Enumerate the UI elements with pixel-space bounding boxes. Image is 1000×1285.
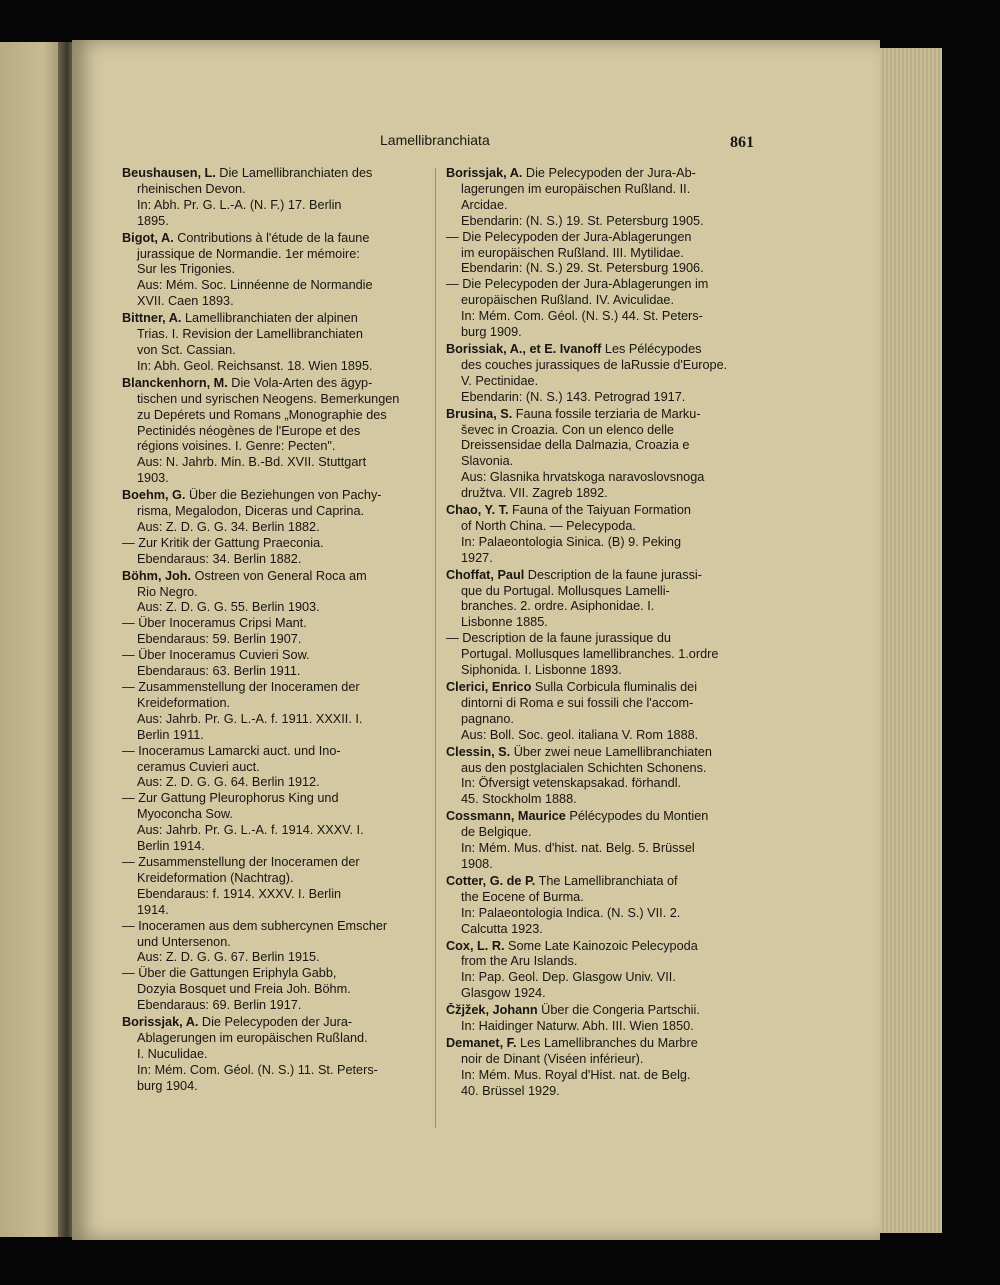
entry-line [446, 986, 746, 1002]
entry-text: Ebendaraus: f. 1914. XXXV. I. Berlin [137, 886, 342, 901]
entry-text: Contributions à l'étude de la faune [173, 230, 370, 245]
entry-text: rheinischen Devon. [137, 181, 246, 196]
entry-text: ševec in Croazia. Con un elenco delle [461, 422, 674, 437]
entry-text: Les Lamellibranches du Marbre [516, 1035, 698, 1050]
entry-text: Ebendarin: (N. S.) 29. St. Petersburg 1906. [461, 261, 704, 276]
bibliography-entry [122, 488, 430, 568]
entry-line [122, 696, 430, 712]
entry-line [446, 358, 746, 374]
entry-line [446, 890, 746, 906]
entry-text: von Sct. Cassian. [137, 342, 236, 357]
entry-text: Trias. I. Revision der Lamellibranchiaten [137, 327, 363, 342]
entry-text: ceramus Cuvieri auct. [137, 759, 260, 774]
entry-line [446, 407, 746, 423]
entry-text: Fauna of the Taiyuan Formation [508, 503, 691, 518]
entry-text: V. Pectinidae. [461, 373, 539, 388]
entry-line [446, 1019, 746, 1035]
entry-text: Ebendaraus: 34. Berlin 1882. [137, 551, 302, 566]
entry-text: — Über Inoceramus Cripsi Mant. [122, 616, 307, 631]
entry-text: Calcutta 1923. [461, 921, 543, 936]
entry-text: Slavonia. [461, 454, 514, 469]
entry-line [446, 374, 746, 390]
author-name: Boehm, G. [122, 488, 186, 503]
bibliography-entry [122, 569, 430, 1014]
entry-line [446, 631, 746, 647]
entry-line [122, 1079, 430, 1095]
entry-text: Dreissensidae della Dalmazia, Croazia e [461, 438, 690, 453]
entry-line [446, 745, 746, 761]
entry-text: de Belgique. [461, 825, 532, 840]
entry-line [122, 294, 430, 310]
entry-line [446, 568, 746, 584]
author-name: Brusina, S. [446, 406, 513, 421]
entry-line [122, 950, 430, 966]
author-name: Blanckenhorn, M. [122, 375, 228, 390]
entry-line [122, 744, 430, 760]
entry-line [122, 376, 430, 392]
entry-text: XVII. Caen 1893. [137, 294, 234, 309]
entry-text: europäischen Rußland. IV. Aviculidae. [461, 293, 675, 308]
entry-text: — Zur Gattung Pleurophorus King und [122, 791, 339, 806]
entry-text: of North China. — Pelecypoda. [461, 518, 636, 533]
entry-text: In: Abh. Pr. G. L.-A. (N. F.) 17. Berlin [137, 197, 342, 212]
entry-line [122, 775, 430, 791]
entry-text: Aus: Jahrb. Pr. G. L.-A. f. 1914. XXXV. I. [137, 823, 364, 838]
entry-line [446, 535, 746, 551]
entry-text: from the Aru Islands. [461, 954, 578, 969]
entry-text: Die Pelecypoden der Jura-Ab- [522, 166, 696, 180]
entry-text: lagerungen im europäischen Rußland. II. [461, 181, 691, 196]
entry-text: burg 1909. [461, 325, 522, 340]
entry-line [122, 520, 430, 536]
entry-text: družtva. VII. Zagreb 1892. [461, 486, 608, 501]
entry-line [446, 390, 746, 406]
entry-text: Rio Negro. [137, 584, 198, 599]
entry-line [122, 919, 430, 935]
entry-text: Siphonida. I. Lisbonne 1893. [461, 663, 622, 678]
entry-text: Ostreen von General Roca am [191, 568, 367, 583]
entry-text: — Inoceramus Lamarcki auct. und Ino- [122, 743, 341, 758]
running-head: Lamellibranchiata [380, 132, 490, 148]
bibliography-entry [446, 166, 746, 341]
bibliography-entry [446, 745, 746, 809]
entry-line [122, 231, 430, 247]
bibliography-entry [446, 568, 746, 679]
entry-text: 1908. [461, 856, 493, 871]
author-name: Demanet, F. [446, 1035, 517, 1050]
page-header [72, 132, 880, 156]
entry-text: In: Mém. Com. Géol. (N. S.) 11. St. Peters- [137, 1062, 378, 1077]
entry-text: Some Late Kainozoic Pelecypoda [504, 938, 698, 953]
entry-line [446, 198, 746, 214]
entry-line [122, 1047, 430, 1063]
entry-line [122, 791, 430, 807]
author-name: Cossmann, Maurice [446, 809, 566, 824]
entry-line [122, 569, 430, 585]
entry-line [122, 728, 430, 744]
author-name: Cotter, G. de P. [446, 873, 536, 888]
entry-line [446, 230, 746, 246]
entry-text: Portugal. Mollusques lamellibranches. 1.ordre [461, 647, 719, 662]
entry-text: Über zwei neue Lamellibranchiaten [510, 744, 712, 759]
entry-line [122, 247, 430, 263]
entry-line [122, 616, 430, 632]
entry-line [122, 648, 430, 664]
entry-line [122, 903, 430, 919]
entry-text: — Inoceramen aus dem subhercynen Emscher [122, 918, 388, 933]
entry-line [446, 1084, 746, 1100]
entry-line [446, 1068, 746, 1084]
entry-line [122, 966, 430, 982]
entry-text: In: Haidinger Naturw. Abh. III. Wien 1850. [461, 1019, 694, 1034]
entry-text: tischen und syrischen Neogens. Bemerkungen [137, 391, 400, 406]
bibliography-entry [446, 407, 746, 502]
entry-text: Aus: Z. D. G. G. 67. Berlin 1915. [137, 950, 320, 965]
entry-text: Aus: Z. D. G. G. 64. Berlin 1912. [137, 775, 320, 790]
entry-text: Die Pelecypoden der Jura- [198, 1015, 353, 1030]
entry-line [122, 424, 430, 440]
entry-line [446, 841, 746, 857]
entry-text: Ablagerungen im europäischen Rußland. [137, 1030, 368, 1045]
entry-text: — Description de la faune jurassique du [446, 631, 671, 646]
entry-line [122, 408, 430, 424]
entry-line [446, 761, 746, 777]
entry-text: In: Mém. Mus. d'hist. nat. Belg. 5. Brüssel [461, 841, 695, 856]
entry-text: burg 1904. [137, 1078, 198, 1093]
entry-line [122, 488, 430, 504]
entry-text: que du Portugal. Mollusques Lamelli- [461, 583, 670, 598]
entry-text: im europäischen Rußland. III. Mytilidae. [461, 245, 684, 260]
bibliography-entry [446, 503, 746, 567]
entry-line [446, 939, 746, 955]
entry-text: 1927. [461, 550, 493, 565]
entry-text: — Über Inoceramus Cuvieri Sow. [122, 648, 310, 663]
entry-line [122, 182, 430, 198]
bibliography-entry [446, 809, 746, 873]
entry-text: Pectinidés néogènes de l'Europe et des [137, 423, 361, 438]
entry-line [446, 277, 746, 293]
entry-text: Pélécypodes du Montien [565, 809, 709, 824]
right-column [446, 166, 746, 1101]
entry-text: Sulla Corbicula fluminalis dei [531, 680, 698, 694]
author-name: Chao, Y. T. [446, 503, 509, 518]
entry-text: Kreideformation (Nachtrag). [137, 870, 294, 885]
entry-line [446, 519, 746, 535]
entry-line [122, 536, 430, 552]
author-name: Böhm, Joh. [122, 568, 192, 583]
entry-text: pagnano. [461, 711, 514, 726]
author-name: Borissjak, A. [122, 1015, 199, 1030]
entry-line [122, 982, 430, 998]
entry-line [122, 807, 430, 823]
entry-line [122, 998, 430, 1014]
entry-line [122, 327, 430, 343]
entry-text: Aus: Mém. Soc. Linnéenne de Normandie [137, 278, 373, 293]
bibliography-entry [446, 1003, 746, 1035]
entry-text: I. Nuculidae. [137, 1046, 208, 1061]
entry-text: jurassique de Normandie. 1er mémoire: [137, 246, 360, 261]
entry-text: — Die Pelecypoden der Jura-Ablagerungen [446, 229, 692, 244]
entry-line [446, 906, 746, 922]
entry-text: des couches jurassiques de laRussie d'Europe. [461, 357, 728, 372]
entry-line [122, 855, 430, 871]
entry-text: 1895. [137, 213, 169, 228]
bibliography-entry [122, 1015, 430, 1095]
entry-line [446, 696, 746, 712]
entry-text: Ebendaraus: 69. Berlin 1917. [137, 998, 302, 1013]
entry-text: Aus: N. Jahrb. Min. B.-Bd. XVII. Stuttgart [137, 455, 367, 470]
entry-line [122, 585, 430, 601]
author-name: Borissiak, A., et E. Ivanoff [446, 341, 602, 356]
entry-text: In: Pap. Geol. Dep. Glasgow Univ. VII. [461, 970, 676, 985]
entry-text: noir de Dinant (Viséen inférieur). [461, 1051, 644, 1066]
entry-line [446, 874, 746, 890]
page-block-edges [872, 48, 942, 1233]
entry-text: Aus: Jahrb. Pr. G. L.-A. f. 1911. XXXII. I. [137, 711, 363, 726]
entry-text: The Lamellibranchiata of [535, 873, 678, 888]
entry-line [446, 712, 746, 728]
entry-line [446, 809, 746, 825]
entry-line [122, 311, 430, 327]
author-name: Clerici, Enrico [446, 680, 532, 694]
entry-text: aus den postglacialen Schichten Schonens. [461, 760, 707, 775]
entry-text: Aus: Z. D. G. G. 34. Berlin 1882. [137, 519, 320, 534]
bibliography-entry [446, 874, 746, 938]
entry-text: Ebendaraus: 59. Berlin 1907. [137, 632, 302, 647]
entry-line [446, 857, 746, 873]
entry-text: Description de la faune jurassi- [524, 567, 702, 582]
entry-text: Myoconcha Sow. [137, 807, 233, 822]
entry-text: Aus: Glasnika hrvatskoga naravoslovsnoga [461, 470, 705, 485]
entry-line [446, 728, 746, 744]
entry-line [446, 182, 746, 198]
entry-line [446, 309, 746, 325]
bibliography-entry [122, 311, 430, 375]
entry-text: In: Öfversigt vetenskapsakad. förhandl. [461, 776, 682, 791]
entry-text: Sur les Trigonies. [137, 262, 236, 277]
entry-text: In: Palaeontologia Sinica. (B) 9. Peking [461, 534, 682, 549]
entry-text: régions voisines. I. Genre: Pecten". [137, 439, 336, 454]
bibliography-entry [446, 939, 746, 1003]
entry-line [446, 325, 746, 341]
entry-line [122, 471, 430, 487]
entry-text: 45. Stockholm 1888. [461, 792, 577, 807]
entry-text: dintorni di Roma e sui fossili che l'accom- [461, 695, 694, 710]
entry-line [446, 503, 746, 519]
author-name: Bigot, A. [122, 230, 174, 245]
entry-text: — Über die Gattungen Eriphyla Gabb, [122, 966, 337, 981]
entry-text: Aus: Z. D. G. G. 55. Berlin 1903. [137, 600, 320, 615]
bibliography-entry [122, 166, 430, 230]
entry-text: — Die Pelecypoden der Jura-Ablagerungen im [446, 277, 709, 292]
entry-line [122, 871, 430, 887]
entry-text: Aus: Boll. Soc. geol. italiana V. Rom 1888. [461, 727, 699, 742]
entry-line [122, 343, 430, 359]
author-name: Bittner, A. [122, 311, 182, 326]
entry-line [122, 935, 430, 951]
entry-text: Arcidae. [461, 197, 508, 212]
entry-line [122, 680, 430, 696]
bibliography-entry [122, 231, 430, 311]
entry-line [446, 438, 746, 454]
entry-line [446, 423, 746, 439]
entry-line [446, 663, 746, 679]
entry-text: In: Abh. Geol. Reichsanst. 18. Wien 1895. [137, 358, 373, 373]
entry-line [122, 166, 430, 182]
entry-line [122, 664, 430, 680]
entry-line [122, 278, 430, 294]
entry-line [446, 776, 746, 792]
entry-text: Über die Beziehungen von Pachy- [185, 488, 382, 503]
entry-text: 40. Brüssel 1929. [461, 1083, 560, 1098]
entry-line [122, 504, 430, 520]
entry-line [122, 823, 430, 839]
entry-text: und Untersenon. [137, 934, 231, 949]
entry-text: — Zusammenstellung der Inoceramen der [122, 680, 360, 694]
left-column [122, 166, 430, 1096]
entry-line [446, 261, 746, 277]
entry-text: In: Mém. Mus. Royal d'Hist. nat. de Belg. [461, 1067, 691, 1082]
author-name: Clessin, S. [446, 744, 511, 759]
entry-line [446, 599, 746, 615]
entry-line [122, 1015, 430, 1031]
entry-text: In: Palaeontologia Indica. (N. S.) VII. 2. [461, 905, 681, 920]
entry-text: Fauna fossile terziaria de Marku- [512, 406, 701, 421]
entry-line [446, 470, 746, 486]
entry-line [122, 262, 430, 278]
book-page [72, 40, 880, 1240]
column-divider [435, 168, 436, 1128]
entry-line [446, 166, 746, 182]
entry-text: 1903. [137, 471, 169, 486]
entry-line [122, 632, 430, 648]
entry-line [446, 584, 746, 600]
entry-text: risma, Megalodon, Diceras und Caprina. [137, 504, 365, 519]
entry-line [446, 825, 746, 841]
bibliography-entry [446, 1036, 746, 1100]
entry-line [122, 455, 430, 471]
author-name: Cox, L. R. [446, 938, 505, 953]
entry-line [122, 712, 430, 728]
entry-text: branches. 2. ordre. Asiphonidae. I. [461, 599, 655, 614]
entry-line [446, 246, 746, 262]
entry-text: Berlin 1914. [137, 839, 205, 854]
entry-text: zu Depérets und Romans „Monographie des [137, 407, 387, 422]
entry-line [446, 1036, 746, 1052]
entry-line [122, 887, 430, 903]
entry-line [446, 551, 746, 567]
entry-line [446, 792, 746, 808]
entry-text: — Zur Kritik der Gattung Praeconia. [122, 535, 324, 550]
entry-text: Lamellibranchiaten der alpinen [181, 311, 358, 326]
entry-text: 1914. [137, 902, 169, 917]
entry-line [446, 680, 746, 696]
entry-line [446, 454, 746, 470]
entry-line [446, 970, 746, 986]
entry-text: Ebendaraus: 63. Berlin 1911. [137, 664, 301, 679]
page-number: 861 [730, 134, 754, 151]
entry-line [122, 392, 430, 408]
entry-text: Dozyia Bosquet und Freia Joh. Böhm. [137, 982, 351, 997]
entry-text: Les Pélécypodes [601, 341, 702, 356]
author-name: Čžjžek, Johann [446, 1003, 538, 1018]
entry-line [122, 600, 430, 616]
entry-text: Berlin 1911. [137, 727, 204, 742]
bibliography-entry [122, 376, 430, 487]
entry-line [446, 342, 746, 358]
entry-line [446, 486, 746, 502]
entry-text: Lisbonne 1885. [461, 615, 548, 630]
entry-line [122, 839, 430, 855]
entry-line [446, 954, 746, 970]
bibliography-entry [446, 342, 746, 406]
entry-line [122, 552, 430, 568]
entry-line [446, 214, 746, 230]
entry-text: Die Vola-Arten des ägyp- [227, 375, 373, 390]
entry-line [446, 1003, 746, 1019]
entry-line [122, 214, 430, 230]
entry-text: Kreideformation. [137, 695, 231, 710]
entry-text: the Eocene of Burma. [461, 889, 584, 904]
entry-line [446, 647, 746, 663]
entry-text: Über die Congeria Partschii. [537, 1003, 700, 1018]
entry-text: Die Lamellibranchiaten des [215, 166, 373, 180]
entry-line [122, 439, 430, 455]
entry-line [446, 922, 746, 938]
bibliography-entry [446, 680, 746, 744]
entry-text: Ebendarin: (N. S.) 19. St. Petersburg 1905. [461, 213, 704, 228]
entry-line [122, 1063, 430, 1079]
entry-text: — Zusammenstellung der Inoceramen der [122, 854, 360, 869]
entry-line [446, 293, 746, 309]
entry-text: Glasgow 1924. [461, 986, 546, 1001]
entry-line [122, 760, 430, 776]
entry-line [446, 615, 746, 631]
author-name: Choffat, Paul [446, 567, 525, 582]
author-name: Borissjak, A. [446, 166, 523, 180]
entry-line [446, 1052, 746, 1068]
entry-text: Ebendarin: (N. S.) 143. Petrograd 1917. [461, 389, 686, 404]
author-name: Beushausen, L. [122, 166, 216, 180]
entry-text: In: Mém. Com. Géol. (N. S.) 44. St. Peters- [461, 309, 703, 324]
entry-line [122, 1031, 430, 1047]
entry-line [122, 359, 430, 375]
entry-line [122, 198, 430, 214]
